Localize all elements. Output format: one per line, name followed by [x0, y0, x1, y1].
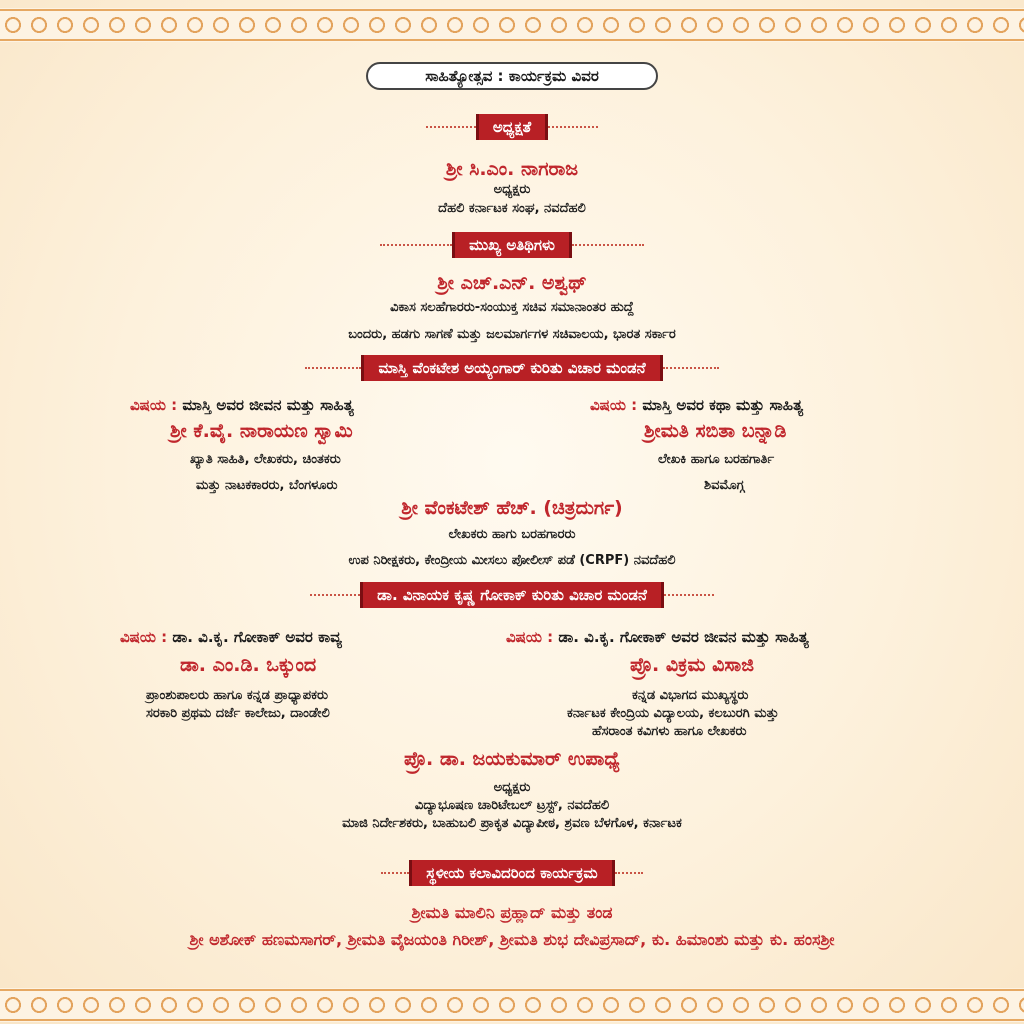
masti-right-topic: ವಿಷಯ : ಮಾಸ್ತಿ ಅವರ ಕಥಾ ಮತ್ತು ಸಾಹಿತ್ಯ: [590, 396, 804, 414]
section-chief-guests-header: [0, 230, 1024, 260]
chief-guest-role: ವಿಕಾಸ ಸಲಹೆಗಾರರು-ಸಂಯುಕ್ತ ಸಚಿವ ಸಮಾನಾಂತರ ಹುದ್ದೆ: [390, 300, 634, 315]
gokak-left-topic: ವಿಷಯ : ಡಾ. ವಿ.ಕೃ. ಗೋಕಾಕ್ ಅವರ ಕಾವ್ಯ: [120, 628, 342, 646]
divider: [548, 126, 598, 128]
masti-left-topic: ವಿಷಯ : ಮಾಸ್ತಿ ಅವರ ಜೀವನ ಮತ್ತು ಸಾಹಿತ್ಯ: [130, 396, 354, 414]
section-heading: ಸ್ಥಳೀಯ ಕಲಾವಿದರಿಂದ ಕಾರ್ಯಕ್ರಮ: [409, 860, 614, 886]
gokak-left-desc-2: ಸರಕಾರಿ ಪ್ರಥಮ ದರ್ಜೆ ಕಾಲೇಜು, ದಾಂಡೇಲಿ: [146, 706, 330, 721]
divider: [310, 594, 360, 596]
section-heading: ಮಾಸ್ತಿ ವೆಂಕಟೇಶ ಅಯ್ಯಂಗಾರ್ ಕುರಿತು ವಿಚಾರ ಮಂಡನೆ: [361, 355, 662, 381]
top-decorative-border: [0, 8, 1024, 42]
divider: [663, 367, 719, 369]
gokak-right-desc-2: ಕರ್ನಾಟಕ ಕೇಂದ್ರಿಯ ವಿದ್ಯಾಲಯ, ಕಲಬುರಗಿ ಮತ್ತು: [567, 706, 779, 721]
section-heading: ಮುಖ್ಯ ಅತಿಥಿಗಳು: [452, 232, 572, 258]
masti-left-desc-2: ಮತ್ತು ನಾಟಕಕಾರರು, ಬೆಂಗಳೂರು: [196, 478, 338, 493]
president-org: ದೆಹಲಿ ಕರ್ನಾಟಕ ಸಂಘ, ನವದೆಹಲಿ: [438, 201, 586, 216]
gokak-right-desc-1: ಕನ್ನಡ ವಿಭಾಗದ ಮುಖ್ಯಸ್ಥರು: [632, 688, 749, 703]
masti-right-desc-1: ಲೇಖಕಿ ಹಾಗೂ ಬರಹಗಾರ್ತಿ: [658, 452, 775, 467]
masti-left-speaker: ಶ್ರೀ ಕೆ.ವೈ. ನಾರಾಯಣ ಸ್ವಾಮಿ: [170, 420, 353, 442]
section-masti-header: [0, 353, 1024, 383]
section-presidency-header: [0, 112, 1024, 142]
divider: [380, 244, 452, 246]
section-gokak-header: [0, 580, 1024, 610]
divider: [381, 872, 409, 874]
gokak-chair-desc-1: ಅಧ್ಯಕ್ಷರು: [493, 780, 531, 795]
section-heading: ಅಧ್ಯಕ್ಷತೆ: [476, 114, 548, 140]
section-heading: ಡಾ. ವಿನಾಯಕ ಕೃಷ್ಣ ಗೋಕಾಕ್ ಕುರಿತು ವಿಚಾರ ಮಂಡನೆ: [360, 582, 664, 608]
gokak-chair-desc-2: ವಿದ್ಯಾಭೂಷಣ ಚಾರಿಟೇಬಲ್ ಟ್ರಸ್ಟ್, ನವದೆಹಲಿ: [414, 798, 610, 813]
divider: [426, 126, 476, 128]
local-artists: ಶ್ರೀ ಅಶೋಕ್ ಹಣಮಸಾಗರ್, ಶ್ರೀಮತಿ ವೈಜಯಂತಿ ಗಿರೀಶ್, ಶ್ರೀಮತಿ ಶುಭ ದೇವಿಪ್ರಸಾದ್, ಕು. ಹಿಮಾಂಶು ಮತ್ತು ಕು. ಹಂಸಶ್ರೀ: [189, 930, 835, 949]
masti-chair-name: ಶ್ರೀ ವೆಂಕಟೇಶ್ ಹೆಚ್. (ಚಿತ್ರದುರ್ಗ): [401, 497, 623, 519]
divider: [305, 367, 361, 369]
divider: [615, 872, 643, 874]
chief-guest-name: ಶ್ರೀ ಎಚ್.ಎನ್. ಅಶ್ವಥ್: [437, 272, 587, 294]
masti-left-desc-1: ಖ್ಯಾತಿ ಸಾಹಿತಿ, ಲೇಖಕರು, ಚಿಂತಕರು: [190, 452, 341, 467]
gokak-chair-desc-3: ಮಾಜಿ ನಿರ್ದೇಶಕರು, ಬಾಹುಬಲಿ ಪ್ರಾಕೃತ ವಿದ್ಯಾಪೀಠ, ಶ್ರವಣ ಬೆಳಗೊಳ, ಕರ್ನಾಟಕ: [342, 816, 682, 831]
bottom-decorative-border: [0, 988, 1024, 1022]
masti-right-speaker: ಶ್ರೀಮತಿ ಸಬಿತಾ ಬನ್ನಾಡಿ: [644, 420, 787, 442]
local-troupe: ಶ್ರೀಮತಿ ಮಾಲಿನಿ ಪ್ರಹ್ಲಾದ್ ಮತ್ತು ತಂಡ: [411, 903, 613, 922]
divider: [572, 244, 644, 246]
masti-chair-desc-2: ಉಪ ನಿರೀಕ್ಷಕರು, ಕೇಂದ್ರೀಯ ಮೀಸಲು ಪೋಲೀಸ್ ಪಡೆ (CRPF) ನವದೆಹಲಿ: [348, 553, 676, 568]
gokak-right-speaker: ಪ್ರೊ. ವಿಕ್ರಮ ವಿಸಾಜಿ: [630, 654, 754, 676]
president-role: ಅಧ್ಯಕ್ಷರು: [493, 182, 531, 197]
masti-right-desc-2: ಶಿವಮೊಗ್ಗ: [704, 478, 745, 493]
chief-guest-ministry: ಬಂದರು, ಹಡಗು ಸಾಗಣೆ ಮತ್ತು ಜಲಮಾರ್ಗಗಳ ಸಚಿವಾಲಯ, ಭಾರತ ಸರ್ಕಾರ: [348, 327, 676, 342]
gokak-left-speaker: ಡಾ. ಎಂ.ಡಿ. ಒಕ್ಕುಂದ: [180, 654, 317, 676]
president-name: ಶ್ರೀ ಸಿ.ಎಂ. ನಾಗರಾಜ: [445, 158, 579, 180]
gokak-left-desc-1: ಪ್ರಾಂಶುಪಾಲರು ಹಾಗೂ ಕನ್ನಡ ಪ್ರಾಧ್ಯಾಪಕರು: [146, 688, 328, 703]
divider: [664, 594, 714, 596]
gokak-chair-name: ಪ್ರೊ. ಡಾ. ಜಯಕುಮಾರ್ ಉಪಾಧ್ಯೆ: [404, 748, 620, 770]
page-title: ಸಾಹಿತ್ಯೋತ್ಸವ : ಕಾರ್ಯಕ್ರಮ ವಿವರ: [366, 62, 658, 90]
masti-chair-desc-1: ಲೇಖಕರು ಹಾಗು ಬರಹಗಾರರು: [448, 527, 576, 542]
gokak-right-topic: ವಿಷಯ : ಡಾ. ವಿ.ಕೃ. ಗೋಕಾಕ್ ಅವರ ಜೀವನ ಮತ್ತು ಸಾಹಿತ್ಯ: [506, 628, 809, 646]
section-local-header: [0, 858, 1024, 888]
gokak-right-desc-3: ಹೆಸರಾಂತ ಕವಿಗಳು ಹಾಗೂ ಲೇಖಕರು: [592, 724, 747, 739]
